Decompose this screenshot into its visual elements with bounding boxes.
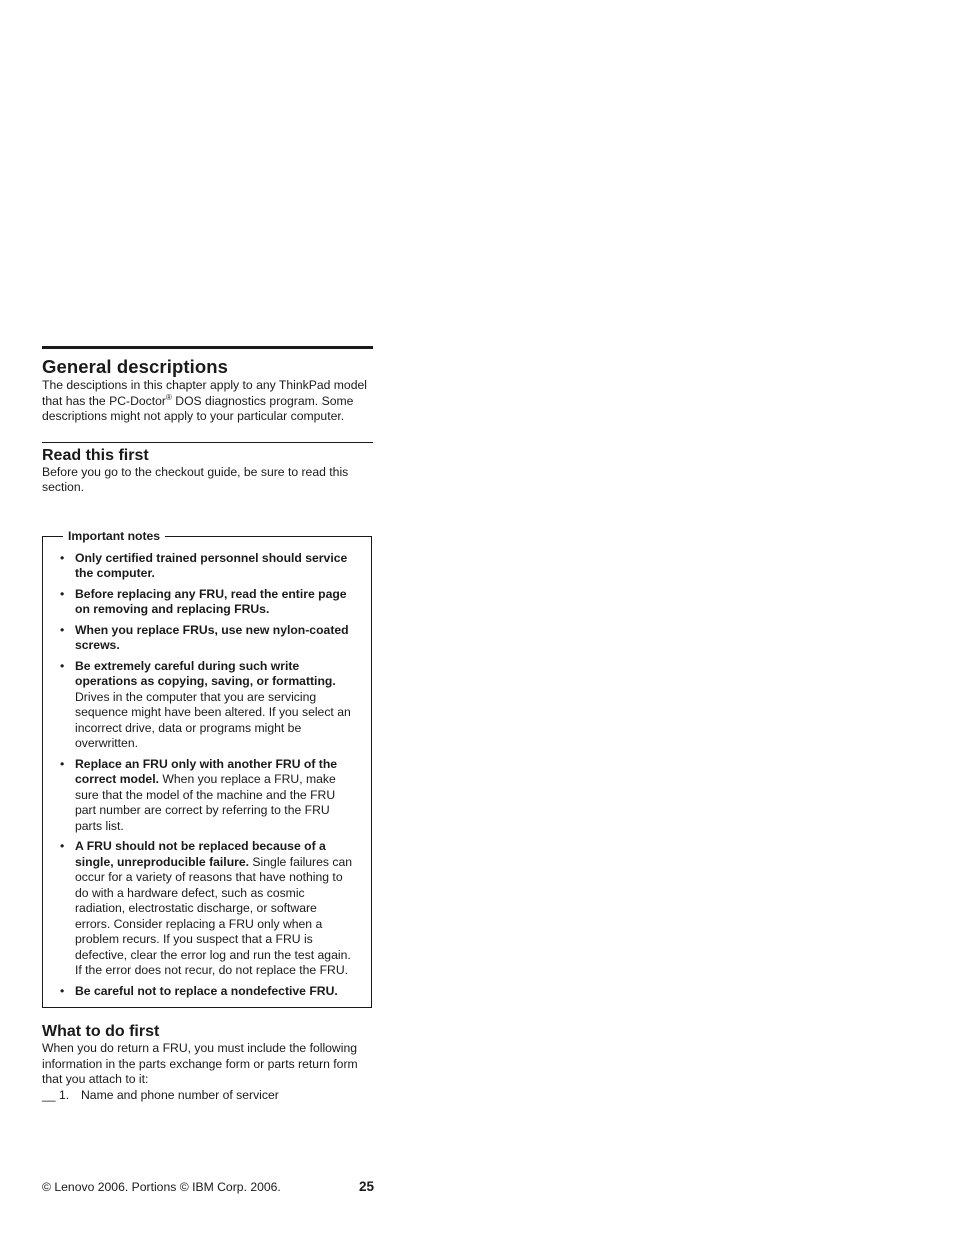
checklist	[42, 1088, 374, 1104]
checklist-blank: __	[42, 1087, 56, 1102]
note-bold-text: Before replacing any FRU, read the entire page on removing and replacing FRUs.	[75, 586, 347, 616]
what-first-heading: What to do first	[42, 1023, 160, 1040]
read-first-paragraph: Before you go to the checkout guide, be sure to read this section.	[42, 464, 349, 494]
page-title: General descriptions	[42, 356, 229, 377]
list-item	[60, 622, 371, 654]
page-footer	[42, 1180, 374, 1195]
bullet-icon: •	[60, 586, 65, 601]
list-item	[60, 550, 371, 582]
section-rule-thin	[42, 442, 373, 443]
note-bold-text: A FRU should not be replaced because of a single, unreproducible failure.	[75, 839, 326, 869]
list-item	[60, 756, 371, 835]
intro-paragraph	[42, 378, 374, 425]
read-first-heading: Read this first	[42, 446, 149, 464]
bullet-icon: •	[60, 756, 65, 771]
note-bold-text: Replace an FRU only with another FRU of the correct model.	[75, 756, 338, 786]
checklist-item	[42, 1088, 374, 1104]
note-bold-text: Be careful not to replace a nondefective FRU.	[75, 983, 338, 998]
bullet-icon: •	[60, 550, 65, 565]
list-item	[60, 658, 371, 752]
registered-mark: ®	[165, 392, 172, 402]
checklist-number: 1.	[59, 1087, 70, 1102]
note-text: When you replace a FRU, make sure that the model of the machine and the FRU part number are correct by referring to the FRU parts list.	[75, 772, 336, 833]
note-text: Drives in the computer that you are servicing sequence might have been altered. If you select an incorrect drive, data or programs might be overwritten.	[75, 689, 351, 750]
page-number: 25	[358, 1179, 374, 1194]
note-bold-text: When you replace FRUs, use new nylon-coated screws.	[75, 622, 349, 652]
bullet-icon: •	[60, 622, 65, 637]
list-item	[60, 983, 371, 1000]
important-notes-label: Important notes	[63, 529, 165, 544]
note-bold-text: Be extremely careful during such write operations as copying, saving, or formatting.	[75, 658, 336, 688]
bullet-icon: •	[60, 983, 65, 998]
what-first-paragraph: When you do return a FRU, you must include the following information in the parts exchange form or parts return form that you attach to it:	[42, 1041, 358, 1086]
copyright-text: © Lenovo 2006. Portions © IBM Corp. 2006.	[42, 1180, 281, 1194]
section-rule-thick	[42, 346, 373, 349]
note-bold-text: Only certified trained personnel should service the computer.	[75, 550, 348, 580]
intro-text-part2: DOS diagnostics program. Some descriptions might not apply to your particular computer.	[42, 393, 354, 423]
bullet-icon: •	[60, 839, 65, 853]
list-item	[60, 839, 371, 979]
important-notes-box	[42, 528, 372, 1009]
intro-text-part1: The desciptions in this chapter apply to any ThinkPad model that has the PC-Doctor	[42, 378, 367, 408]
note-text: Single failures can occur for a variety of reasons that have nothing to do with a hardware defect, such as cosmic radiation, electrostatic discharge, or software errors. Consider replacing a FRU only when a problem recurs. If you suspect that a FRU is defective, clear the error log and run the test again. If the error does not recur, do not replace the FRU.	[75, 854, 353, 977]
content-column	[42, 346, 374, 1103]
bullet-icon: •	[60, 658, 65, 673]
checklist-text: Name and phone number of servicer	[81, 1087, 279, 1102]
important-notes-list	[43, 551, 371, 1000]
list-item	[60, 586, 371, 618]
